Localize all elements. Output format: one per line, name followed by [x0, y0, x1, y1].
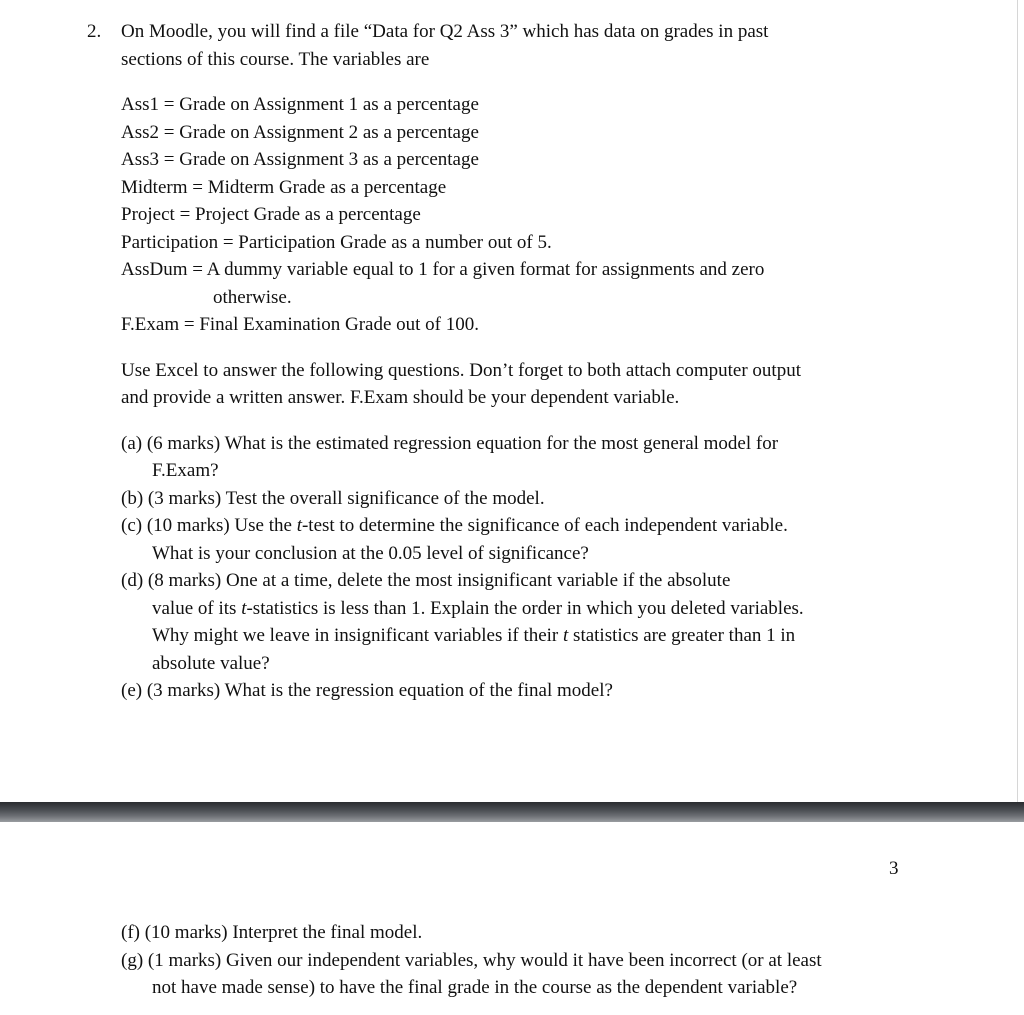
part-b-line-1: (b) (3 marks) Test the overall significance of the model.: [121, 488, 545, 509]
part-d3-t-italic: t: [563, 625, 569, 646]
question-number: 2.: [87, 21, 102, 42]
page-number: 3: [889, 858, 899, 879]
part-d2-text-end: -statistics is less than 1. Explain the order in which you deleted variables.: [246, 598, 804, 619]
part-d2-t-italic: t: [241, 598, 247, 619]
variable-ass2: Ass2 = Grade on Assignment 2 as a percentage: [121, 122, 479, 143]
part-e-line-1: (e) (3 marks) What is the regression equation of the final model?: [121, 680, 613, 701]
variable-fexam: F.Exam = Final Examination Grade out of 100.: [121, 314, 479, 335]
part-d-line-2: [152, 597, 804, 621]
page-edge-divider: [1017, 0, 1018, 802]
instructions-line-2: and provide a written answer. F.Exam should be your dependent variable.: [121, 387, 680, 408]
part-g-line-1: (g) (1 marks) Given our independent variables, why would it have been incorrect (or at least: [121, 950, 822, 971]
part-c-text-start: (c) (10 marks) Use the: [121, 515, 297, 536]
intro-line-2: sections of this course. The variables are: [121, 49, 430, 70]
part-a-line-2: F.Exam?: [152, 460, 219, 481]
part-c-line-1: [121, 514, 788, 538]
page-break-separator: [0, 802, 1024, 822]
part-c-line-2: What is your conclusion at the 0.05 level of significance?: [152, 543, 589, 564]
variable-assdum-continued: otherwise.: [213, 287, 292, 308]
part-d-line-1: (d) (8 marks) One at a time, delete the most insignificant variable if the absolute: [121, 570, 731, 591]
part-d-line-4: absolute value?: [152, 653, 270, 674]
part-c-text-end: -test to determine the significance of each independent variable.: [301, 515, 788, 536]
part-d3-text-start: Why might we leave in insignificant variables if their: [152, 625, 564, 646]
part-f-line-1: (f) (10 marks) Interpret the final model.: [121, 922, 423, 943]
variable-project: Project = Project Grade as a percentage: [121, 204, 421, 225]
part-d3-text-end: statistics are greater than 1 in: [568, 625, 796, 646]
part-d-line-3: [152, 624, 795, 648]
part-d2-text-start: value of its: [152, 598, 242, 619]
intro-line-1: On Moodle, you will find a file “Data for Q2 Ass 3” which has data on grades in past: [121, 21, 769, 42]
part-g-line-2: not have made sense) to have the final grade in the course as the dependent variable?: [152, 977, 798, 998]
part-a-line-1: (a) (6 marks) What is the estimated regression equation for the most general model for: [121, 433, 779, 454]
variable-midterm: Midterm = Midterm Grade as a percentage: [121, 177, 447, 198]
variable-ass1: Ass1 = Grade on Assignment 1 as a percentage: [121, 94, 479, 115]
part-c-t-italic: t: [296, 515, 302, 536]
variable-participation: Participation = Participation Grade as a number out of 5.: [121, 232, 552, 253]
instructions-line-1: Use Excel to answer the following questions. Don’t forget to both attach computer output: [121, 360, 801, 381]
variable-ass3: Ass3 = Grade on Assignment 3 as a percentage: [121, 149, 479, 170]
variable-assdum: AssDum = A dummy variable equal to 1 for a given format for assignments and zero: [121, 259, 765, 280]
